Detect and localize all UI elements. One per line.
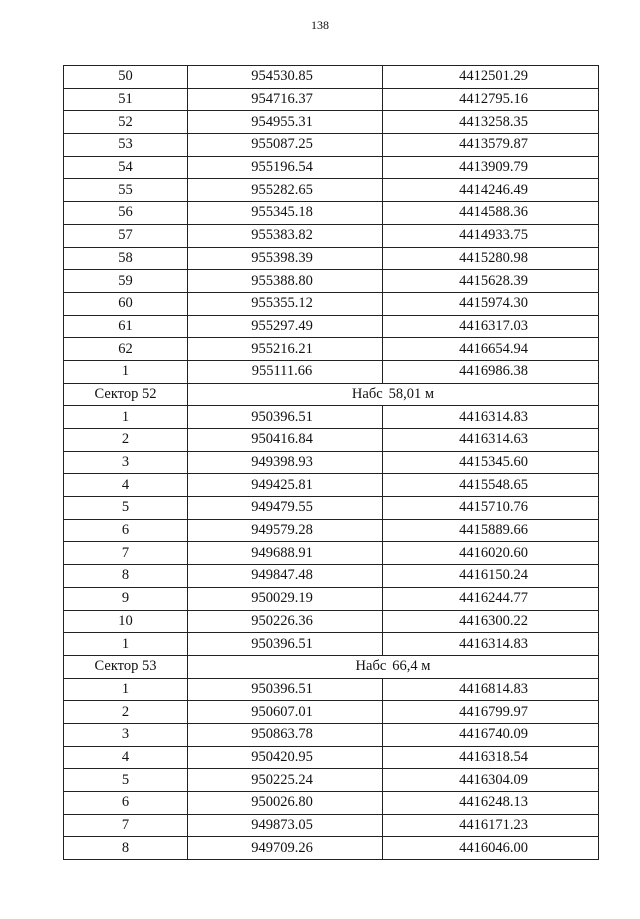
x-coordinate-cell: 955383.82 <box>188 224 383 247</box>
y-coordinate-cell: 4412795.16 <box>383 88 599 111</box>
y-coordinate-cell: 4416314.83 <box>383 406 599 429</box>
height-label: Набс <box>355 658 387 675</box>
point-number-cell: 2 <box>64 429 188 452</box>
table-row <box>64 179 599 202</box>
point-number-cell: 6 <box>64 792 188 815</box>
point-number-cell: 1 <box>64 678 188 701</box>
point-number-cell: 10 <box>64 610 188 633</box>
y-coordinate-cell: 4414246.49 <box>383 179 599 202</box>
sector-height-cell <box>188 655 599 678</box>
table-row <box>64 202 599 225</box>
y-coordinate-cell: 4416046.00 <box>383 837 599 860</box>
point-number-cell: 1 <box>64 633 188 656</box>
x-coordinate-cell: 950029.19 <box>188 587 383 610</box>
x-coordinate-cell: 950396.51 <box>188 406 383 429</box>
point-number-cell: 2 <box>64 701 188 724</box>
y-coordinate-cell: 4413258.35 <box>383 111 599 134</box>
table-row <box>64 429 599 452</box>
point-number-cell: 60 <box>64 292 188 315</box>
point-number-cell: 61 <box>64 315 188 338</box>
y-coordinate-cell: 4416814.83 <box>383 678 599 701</box>
y-coordinate-cell: 4414933.75 <box>383 224 599 247</box>
table-row <box>64 587 599 610</box>
x-coordinate-cell: 950396.51 <box>188 678 383 701</box>
x-coordinate-cell: 955087.25 <box>188 134 383 157</box>
y-coordinate-cell: 4416986.38 <box>383 360 599 383</box>
table-row <box>64 292 599 315</box>
table-row <box>64 497 599 520</box>
table-row <box>64 565 599 588</box>
point-number-cell: 8 <box>64 565 188 588</box>
table-row <box>64 270 599 293</box>
x-coordinate-cell: 954955.31 <box>188 111 383 134</box>
point-number-cell: 4 <box>64 474 188 497</box>
point-number-cell: 1 <box>64 406 188 429</box>
sector-label: Сектор 53 <box>64 655 188 678</box>
point-number-cell: 52 <box>64 111 188 134</box>
x-coordinate-cell: 949479.55 <box>188 497 383 520</box>
height-label: Набс <box>351 385 383 402</box>
point-number-cell: 59 <box>64 270 188 293</box>
sector-height-cell <box>188 383 599 406</box>
x-coordinate-cell: 955345.18 <box>188 202 383 225</box>
y-coordinate-cell: 4416740.09 <box>383 723 599 746</box>
sector-header-row <box>64 655 599 678</box>
table-row <box>64 360 599 383</box>
point-number-cell: 3 <box>64 723 188 746</box>
x-coordinate-cell: 955388.80 <box>188 270 383 293</box>
y-coordinate-cell: 4416317.03 <box>383 315 599 338</box>
x-coordinate-cell: 954530.85 <box>188 66 383 89</box>
table-row <box>64 678 599 701</box>
table-row <box>64 315 599 338</box>
x-coordinate-cell: 954716.37 <box>188 88 383 111</box>
y-coordinate-cell: 4416304.09 <box>383 769 599 792</box>
height-value: 58,01 м <box>388 385 435 402</box>
point-number-cell: 50 <box>64 66 188 89</box>
table-row <box>64 837 599 860</box>
point-number-cell: 8 <box>64 837 188 860</box>
x-coordinate-cell: 949709.26 <box>188 837 383 860</box>
table-row <box>64 156 599 179</box>
point-number-cell: 7 <box>64 542 188 565</box>
y-coordinate-cell: 4413909.79 <box>383 156 599 179</box>
y-coordinate-cell: 4416314.63 <box>383 429 599 452</box>
table-row <box>64 111 599 134</box>
height-value: 66,4 м <box>392 658 431 675</box>
y-coordinate-cell: 4416171.23 <box>383 814 599 837</box>
x-coordinate-cell: 950225.24 <box>188 769 383 792</box>
coordinates-table <box>63 65 599 860</box>
x-coordinate-cell: 950863.78 <box>188 723 383 746</box>
y-coordinate-cell: 4415345.60 <box>383 451 599 474</box>
table-row <box>64 542 599 565</box>
x-coordinate-cell: 950226.36 <box>188 610 383 633</box>
point-number-cell: 3 <box>64 451 188 474</box>
point-number-cell: 6 <box>64 519 188 542</box>
table-row <box>64 814 599 837</box>
point-number-cell: 62 <box>64 338 188 361</box>
y-coordinate-cell: 4416150.24 <box>383 565 599 588</box>
y-coordinate-cell: 4416314.83 <box>383 633 599 656</box>
y-coordinate-cell: 4414588.36 <box>383 202 599 225</box>
point-number-cell: 57 <box>64 224 188 247</box>
x-coordinate-cell: 955282.65 <box>188 179 383 202</box>
table-row <box>64 792 599 815</box>
table-row <box>64 134 599 157</box>
sector-label: Сектор 52 <box>64 383 188 406</box>
table-row <box>64 746 599 769</box>
x-coordinate-cell: 955355.12 <box>188 292 383 315</box>
x-coordinate-cell: 949398.93 <box>188 451 383 474</box>
x-coordinate-cell: 950026.80 <box>188 792 383 815</box>
table-row <box>64 406 599 429</box>
y-coordinate-cell: 4413579.87 <box>383 134 599 157</box>
table-row <box>64 451 599 474</box>
table-row <box>64 769 599 792</box>
point-number-cell: 53 <box>64 134 188 157</box>
y-coordinate-cell: 4415974.30 <box>383 292 599 315</box>
table-row <box>64 474 599 497</box>
y-coordinate-cell: 4416248.13 <box>383 792 599 815</box>
y-coordinate-cell: 4412501.29 <box>383 66 599 89</box>
table-row <box>64 519 599 542</box>
y-coordinate-cell: 4416020.60 <box>383 542 599 565</box>
coordinates-table-body <box>64 66 599 860</box>
table-row <box>64 338 599 361</box>
table-row <box>64 633 599 656</box>
y-coordinate-cell: 4415280.98 <box>383 247 599 270</box>
x-coordinate-cell: 955196.54 <box>188 156 383 179</box>
y-coordinate-cell: 4415548.65 <box>383 474 599 497</box>
page-number: 138 <box>311 18 329 32</box>
y-coordinate-cell: 4416318.54 <box>383 746 599 769</box>
x-coordinate-cell: 949873.05 <box>188 814 383 837</box>
y-coordinate-cell: 4415710.76 <box>383 497 599 520</box>
y-coordinate-cell: 4415628.39 <box>383 270 599 293</box>
x-coordinate-cell: 950396.51 <box>188 633 383 656</box>
x-coordinate-cell: 955398.39 <box>188 247 383 270</box>
x-coordinate-cell: 949847.48 <box>188 565 383 588</box>
x-coordinate-cell: 955111.66 <box>188 360 383 383</box>
table-row <box>64 701 599 724</box>
table-row <box>64 224 599 247</box>
point-number-cell: 9 <box>64 587 188 610</box>
x-coordinate-cell: 955297.49 <box>188 315 383 338</box>
x-coordinate-cell: 950416.84 <box>188 429 383 452</box>
point-number-cell: 4 <box>64 746 188 769</box>
x-coordinate-cell: 955216.21 <box>188 338 383 361</box>
sector-header-row <box>64 383 599 406</box>
table-row <box>64 66 599 89</box>
y-coordinate-cell: 4416244.77 <box>383 587 599 610</box>
table-row <box>64 247 599 270</box>
point-number-cell: 7 <box>64 814 188 837</box>
point-number-cell: 56 <box>64 202 188 225</box>
y-coordinate-cell: 4416300.22 <box>383 610 599 633</box>
y-coordinate-cell: 4416654.94 <box>383 338 599 361</box>
y-coordinate-cell: 4415889.66 <box>383 519 599 542</box>
table-row <box>64 88 599 111</box>
table-row <box>64 610 599 633</box>
x-coordinate-cell: 949688.91 <box>188 542 383 565</box>
x-coordinate-cell: 949579.28 <box>188 519 383 542</box>
point-number-cell: 5 <box>64 497 188 520</box>
y-coordinate-cell: 4416799.97 <box>383 701 599 724</box>
table-row <box>64 723 599 746</box>
point-number-cell: 54 <box>64 156 188 179</box>
point-number-cell: 55 <box>64 179 188 202</box>
point-number-cell: 51 <box>64 88 188 111</box>
point-number-cell: 5 <box>64 769 188 792</box>
point-number-cell: 58 <box>64 247 188 270</box>
x-coordinate-cell: 949425.81 <box>188 474 383 497</box>
x-coordinate-cell: 950607.01 <box>188 701 383 724</box>
x-coordinate-cell: 950420.95 <box>188 746 383 769</box>
point-number-cell: 1 <box>64 360 188 383</box>
